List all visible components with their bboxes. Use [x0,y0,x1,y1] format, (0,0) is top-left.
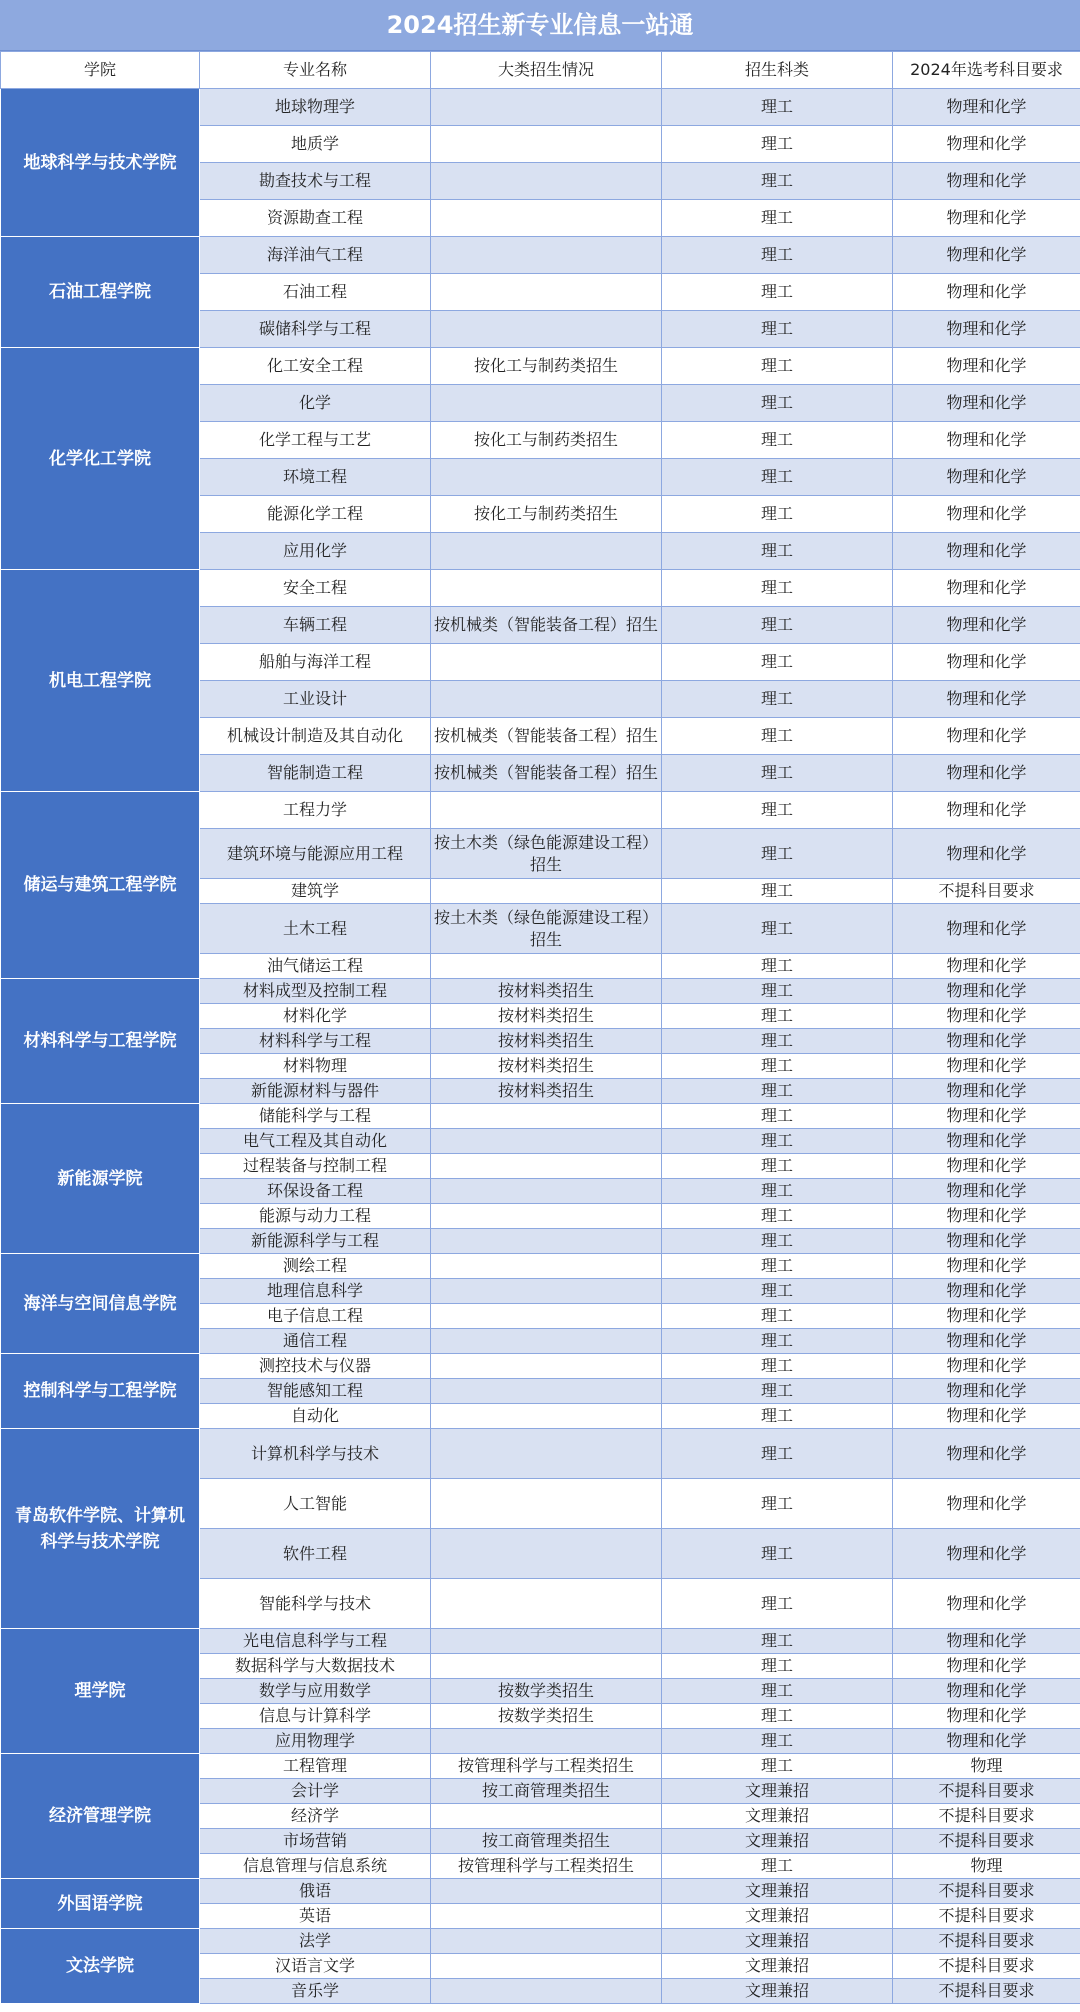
exam-requirement: 物理和化学 [893,644,1080,681]
major-name: 地质学 [200,126,431,163]
enrollment-category: 按化工与制药类招生 [431,496,662,533]
subject-type: 理工 [662,1354,893,1379]
college-name: 材料科学与工程学院 [1,979,200,1104]
subject-type: 理工 [662,1304,893,1329]
college-name: 文法学院 [1,1929,200,2004]
enrollment-category [431,1129,662,1154]
enrollment-category [431,1804,662,1829]
major-name: 汉语言文学 [200,1954,431,1979]
subject-type: 理工 [662,607,893,644]
enrollment-category [431,644,662,681]
major-name: 建筑学 [200,879,431,904]
exam-requirement: 物理和化学 [893,348,1080,385]
enrollment-category [431,1929,662,1954]
enrollment-category [431,954,662,979]
major-name: 材料化学 [200,1004,431,1029]
enrollment-category: 按机械类（智能装备工程）招生 [431,755,662,792]
major-name: 市场营销 [200,1829,431,1854]
subject-type: 理工 [662,1404,893,1429]
exam-requirement: 不提科目要求 [893,1879,1080,1904]
exam-requirement: 物理和化学 [893,1329,1080,1354]
major-name: 勘查技术与工程 [200,163,431,200]
exam-requirement: 物理和化学 [893,1304,1080,1329]
enrollment-category: 按工商管理类招生 [431,1779,662,1804]
major-name: 建筑环境与能源应用工程 [200,829,431,879]
subject-type: 文理兼招 [662,1779,893,1804]
exam-requirement: 不提科目要求 [893,1929,1080,1954]
subject-type: 理工 [662,1629,893,1654]
subject-type: 理工 [662,533,893,570]
exam-requirement: 物理和化学 [893,1379,1080,1404]
table-row [1,792,1080,829]
college-name: 经济管理学院 [1,1754,200,1879]
major-name: 测绘工程 [200,1254,431,1279]
subject-type: 理工 [662,1254,893,1279]
college-name: 海洋与空间信息学院 [1,1254,200,1354]
enrollment-category [431,1329,662,1354]
exam-requirement: 物理和化学 [893,1404,1080,1429]
exam-requirement: 物理和化学 [893,979,1080,1004]
subject-type: 理工 [662,348,893,385]
major-name: 安全工程 [200,570,431,607]
enrollment-category: 按数学类招生 [431,1704,662,1729]
subject-type: 理工 [662,1679,893,1704]
major-name: 法学 [200,1929,431,1954]
table-row [1,1354,1080,1379]
subject-type: 理工 [662,792,893,829]
enrollment-category: 按化工与制药类招生 [431,422,662,459]
major-name: 智能制造工程 [200,755,431,792]
subject-type: 理工 [662,237,893,274]
subject-type: 理工 [662,1229,893,1254]
enrollment-category: 按材料类招生 [431,1029,662,1054]
subject-type: 文理兼招 [662,1829,893,1854]
major-name: 工程管理 [200,1754,431,1779]
major-name: 地球物理学 [200,89,431,126]
subject-type: 理工 [662,1079,893,1104]
enrollment-category [431,1154,662,1179]
major-name: 机械设计制造及其自动化 [200,718,431,755]
subject-type: 理工 [662,459,893,496]
enrollment-category: 按材料类招生 [431,979,662,1004]
exam-requirement: 不提科目要求 [893,1829,1080,1854]
major-name: 碳储科学与工程 [200,311,431,348]
major-name: 土木工程 [200,904,431,954]
college-name: 理学院 [1,1629,200,1754]
table-body [1,89,1080,2004]
subject-type: 理工 [662,681,893,718]
subject-type: 理工 [662,879,893,904]
exam-requirement: 物理和化学 [893,792,1080,829]
subject-type: 理工 [662,904,893,954]
enrollment-category [431,274,662,311]
enrollment-category [431,792,662,829]
exam-requirement: 物理和化学 [893,1704,1080,1729]
exam-requirement: 不提科目要求 [893,1779,1080,1804]
major-name: 数据科学与大数据技术 [200,1654,431,1679]
major-name: 化学 [200,385,431,422]
major-name: 过程装备与控制工程 [200,1154,431,1179]
table-row [1,348,1080,385]
enrollment-category [431,681,662,718]
major-name: 智能感知工程 [200,1379,431,1404]
exam-requirement: 物理和化学 [893,533,1080,570]
exam-requirement: 不提科目要求 [893,1904,1080,1929]
enrollment-category [431,1379,662,1404]
subject-type: 理工 [662,89,893,126]
enrollment-category [431,1104,662,1129]
exam-requirement: 物理和化学 [893,681,1080,718]
major-name: 车辆工程 [200,607,431,644]
exam-requirement: 物理和化学 [893,1179,1080,1204]
exam-requirement: 物理和化学 [893,422,1080,459]
subject-type: 理工 [662,1754,893,1779]
header-college: 学院 [1,52,200,89]
major-name: 数学与应用数学 [200,1679,431,1704]
subject-type: 理工 [662,1054,893,1079]
exam-requirement: 物理和化学 [893,1079,1080,1104]
enrollment-category [431,1529,662,1579]
header-category: 大类招生情况 [431,52,662,89]
college-name: 地球科学与技术学院 [1,89,200,237]
enrollment-category: 按土木类（绿色能源建设工程）招生 [431,829,662,879]
page-title: 2024招生新专业信息一站通 [0,0,1080,51]
enrollment-category [431,1429,662,1479]
header-major: 专业名称 [200,52,431,89]
major-name: 石油工程 [200,274,431,311]
exam-requirement: 物理和化学 [893,1354,1080,1379]
major-name: 材料成型及控制工程 [200,979,431,1004]
subject-type: 理工 [662,1579,893,1629]
major-name: 地理信息科学 [200,1279,431,1304]
enrollment-category [431,1579,662,1629]
exam-requirement: 物理和化学 [893,237,1080,274]
major-name: 光电信息科学与工程 [200,1629,431,1654]
major-name: 英语 [200,1904,431,1929]
enrollment-category [431,1304,662,1329]
enrollment-category [431,1904,662,1929]
enrollment-category [431,1479,662,1529]
major-name: 化学工程与工艺 [200,422,431,459]
college-name: 化学化工学院 [1,348,200,570]
enrollment-category [431,879,662,904]
major-name: 储能科学与工程 [200,1104,431,1129]
major-name: 海洋油气工程 [200,237,431,274]
exam-requirement: 物理和化学 [893,1204,1080,1229]
exam-requirement: 物理和化学 [893,1104,1080,1129]
major-name: 智能科学与技术 [200,1579,431,1629]
subject-type: 理工 [662,163,893,200]
subject-type: 理工 [662,1429,893,1479]
subject-type: 理工 [662,1179,893,1204]
enrollment-category [431,1204,662,1229]
exam-requirement: 物理和化学 [893,1229,1080,1254]
enrollment-category [431,533,662,570]
major-name: 经济学 [200,1804,431,1829]
subject-type: 理工 [662,1654,893,1679]
enrollment-category [431,237,662,274]
exam-requirement: 物理和化学 [893,126,1080,163]
enrollment-category [431,385,662,422]
major-name: 化工安全工程 [200,348,431,385]
exam-requirement: 物理和化学 [893,1579,1080,1629]
enrollment-category: 按机械类（智能装备工程）招生 [431,607,662,644]
enrollment-category [431,1654,662,1679]
college-name: 机电工程学院 [1,570,200,792]
exam-requirement: 物理和化学 [893,1004,1080,1029]
enrollment-category [431,1629,662,1654]
table-row [1,89,1080,126]
major-name: 信息与计算科学 [200,1704,431,1729]
major-name: 软件工程 [200,1529,431,1579]
exam-requirement: 物理和化学 [893,163,1080,200]
subject-type: 理工 [662,1004,893,1029]
exam-requirement: 物理和化学 [893,1029,1080,1054]
table-row [1,1879,1080,1904]
major-name: 会计学 [200,1779,431,1804]
subject-type: 文理兼招 [662,1879,893,1904]
major-name: 电气工程及其自动化 [200,1129,431,1154]
enrollment-category [431,570,662,607]
enrollment-category [431,1954,662,1979]
exam-requirement: 物理和化学 [893,459,1080,496]
enrollment-category [431,89,662,126]
major-name: 测控技术与仪器 [200,1354,431,1379]
major-name: 通信工程 [200,1329,431,1354]
table-row [1,1104,1080,1129]
table-row [1,1429,1080,1479]
subject-type: 理工 [662,1204,893,1229]
subject-type: 理工 [662,954,893,979]
enrollment-category: 按材料类招生 [431,1004,662,1029]
subject-type: 理工 [662,1529,893,1579]
exam-requirement: 物理和化学 [893,385,1080,422]
subject-type: 文理兼招 [662,1804,893,1829]
subject-type: 理工 [662,1379,893,1404]
exam-requirement: 物理和化学 [893,1129,1080,1154]
subject-type: 理工 [662,1279,893,1304]
major-name: 计算机科学与技术 [200,1429,431,1479]
major-name: 新能源科学与工程 [200,1229,431,1254]
table-row [1,237,1080,274]
header-requirement: 2024年选考科目要求 [893,52,1080,89]
exam-requirement: 物理和化学 [893,755,1080,792]
enrollment-category [431,1879,662,1904]
exam-requirement: 不提科目要求 [893,1804,1080,1829]
subject-type: 文理兼招 [662,1954,893,1979]
subject-type: 理工 [662,1729,893,1754]
exam-requirement: 物理和化学 [893,1479,1080,1529]
exam-requirement: 物理和化学 [893,1429,1080,1479]
college-name: 新能源学院 [1,1104,200,1254]
exam-requirement: 不提科目要求 [893,879,1080,904]
subject-type: 理工 [662,385,893,422]
college-name: 石油工程学院 [1,237,200,348]
exam-requirement: 物理和化学 [893,311,1080,348]
enrollment-category [431,1179,662,1204]
exam-requirement: 物理和化学 [893,954,1080,979]
exam-requirement: 物理和化学 [893,904,1080,954]
major-name: 油气储运工程 [200,954,431,979]
subject-type: 理工 [662,274,893,311]
exam-requirement: 物理和化学 [893,89,1080,126]
subject-type: 理工 [662,126,893,163]
college-name: 外国语学院 [1,1879,200,1929]
subject-type: 理工 [662,1129,893,1154]
exam-requirement: 物理和化学 [893,1279,1080,1304]
college-name: 储运与建筑工程学院 [1,792,200,979]
enrollment-category [431,1354,662,1379]
major-name: 环境工程 [200,459,431,496]
enrollment-category [431,1254,662,1279]
major-name: 环保设备工程 [200,1179,431,1204]
subject-type: 理工 [662,1704,893,1729]
major-name: 能源化学工程 [200,496,431,533]
enrollment-category: 按材料类招生 [431,1054,662,1079]
enrollment-category: 按土木类（绿色能源建设工程）招生 [431,904,662,954]
subject-type: 理工 [662,422,893,459]
exam-requirement: 物理和化学 [893,1154,1080,1179]
enrollment-category [431,1729,662,1754]
enrollment-category: 按材料类招生 [431,1079,662,1104]
subject-type: 理工 [662,1154,893,1179]
subject-type: 理工 [662,570,893,607]
major-name: 自动化 [200,1404,431,1429]
major-name: 材料科学与工程 [200,1029,431,1054]
majors-table [0,51,1080,2004]
exam-requirement: 物理和化学 [893,607,1080,644]
major-name: 应用物理学 [200,1729,431,1754]
exam-requirement: 物理和化学 [893,1629,1080,1654]
major-name: 音乐学 [200,1979,431,2004]
exam-requirement: 物理 [893,1754,1080,1779]
table-row [1,1254,1080,1279]
exam-requirement: 物理 [893,1854,1080,1879]
major-name: 船舶与海洋工程 [200,644,431,681]
enrollment-category: 按机械类（智能装备工程）招生 [431,718,662,755]
enrollment-category: 按化工与制药类招生 [431,348,662,385]
subject-type: 理工 [662,1854,893,1879]
subject-type: 理工 [662,1479,893,1529]
subject-type: 文理兼招 [662,1929,893,1954]
subject-type: 理工 [662,200,893,237]
header-subject: 招生科类 [662,52,893,89]
exam-requirement: 物理和化学 [893,1679,1080,1704]
exam-requirement: 不提科目要求 [893,1979,1080,2004]
subject-type: 文理兼招 [662,1904,893,1929]
table-row [1,1929,1080,1954]
enrollment-category: 按工商管理类招生 [431,1829,662,1854]
major-name: 资源勘查工程 [200,200,431,237]
table-row [1,570,1080,607]
major-name: 电子信息工程 [200,1304,431,1329]
table-row [1,1754,1080,1779]
enrollment-category [431,1229,662,1254]
subject-type: 文理兼招 [662,1979,893,2004]
enrollment-category: 按管理科学与工程类招生 [431,1754,662,1779]
enrollment-category [431,1979,662,2004]
exam-requirement: 物理和化学 [893,718,1080,755]
major-name: 新能源材料与器件 [200,1079,431,1104]
major-name: 工业设计 [200,681,431,718]
major-name: 应用化学 [200,533,431,570]
major-name: 人工智能 [200,1479,431,1529]
exam-requirement: 物理和化学 [893,496,1080,533]
exam-requirement: 物理和化学 [893,570,1080,607]
enrollment-category [431,1279,662,1304]
table-row [1,979,1080,1004]
subject-type: 理工 [662,755,893,792]
exam-requirement: 不提科目要求 [893,1954,1080,1979]
college-name: 控制科学与工程学院 [1,1354,200,1429]
enrollment-category [431,200,662,237]
major-name: 能源与动力工程 [200,1204,431,1229]
major-name: 俄语 [200,1879,431,1904]
enrollment-category [431,126,662,163]
major-name: 信息管理与信息系统 [200,1854,431,1879]
exam-requirement: 物理和化学 [893,1254,1080,1279]
subject-type: 理工 [662,496,893,533]
subject-type: 理工 [662,829,893,879]
table-row [1,1629,1080,1654]
enrollment-category [431,311,662,348]
college-name: 青岛软件学院、计算机科学与技术学院 [1,1429,200,1629]
subject-type: 理工 [662,718,893,755]
subject-type: 理工 [662,311,893,348]
subject-type: 理工 [662,1329,893,1354]
subject-type: 理工 [662,644,893,681]
exam-requirement: 物理和化学 [893,1529,1080,1579]
exam-requirement: 物理和化学 [893,1729,1080,1754]
enrollment-category: 按管理科学与工程类招生 [431,1854,662,1879]
exam-requirement: 物理和化学 [893,274,1080,311]
exam-requirement: 物理和化学 [893,1654,1080,1679]
enrollment-category: 按数学类招生 [431,1679,662,1704]
exam-requirement: 物理和化学 [893,200,1080,237]
subject-type: 理工 [662,1029,893,1054]
major-name: 工程力学 [200,792,431,829]
enrollment-category [431,1404,662,1429]
major-name: 材料物理 [200,1054,431,1079]
enrollment-category [431,163,662,200]
exam-requirement: 物理和化学 [893,1054,1080,1079]
subject-type: 理工 [662,1104,893,1129]
enrollment-category [431,459,662,496]
exam-requirement: 物理和化学 [893,829,1080,879]
subject-type: 理工 [662,979,893,1004]
header-row [1,52,1080,89]
